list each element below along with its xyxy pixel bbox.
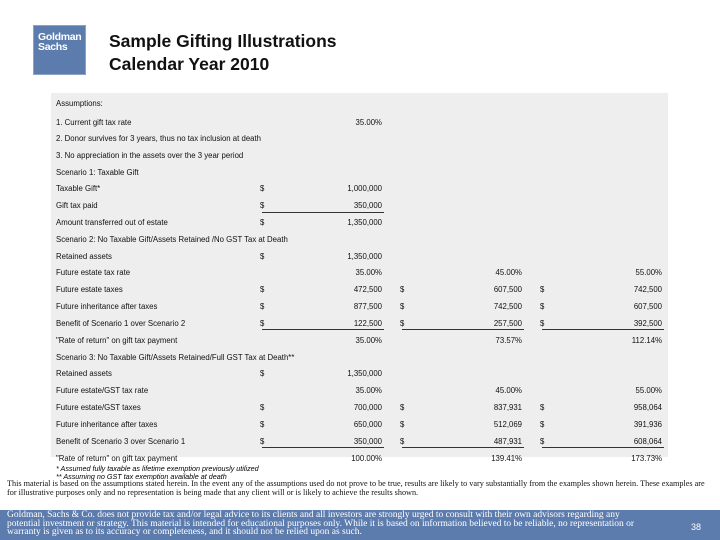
s2-sum-line xyxy=(542,329,664,330)
s2-row-currency: $ xyxy=(260,302,265,311)
s2-row-value: 877,500 xyxy=(353,302,382,311)
s3-row-value: 608,064 xyxy=(633,437,662,446)
s3-retained-label: Retained assets xyxy=(56,369,112,378)
s3-row-currency: $ xyxy=(260,420,265,429)
s3-row-currency: $ xyxy=(400,437,405,446)
s2-row-currency: $ xyxy=(400,285,405,294)
s3-row-value: 391,936 xyxy=(633,420,662,429)
s2-row-label: Benefit of Scenario 1 over Scenario 2 xyxy=(56,319,186,328)
scenario3-heading: Scenario 3: No Taxable Gift/Assets Retained/Full GST Tax at Death** xyxy=(56,353,295,362)
s1-row-label: Amount transferred out of estate xyxy=(56,218,168,227)
s1-sum-line xyxy=(262,212,384,213)
footer-disclaimer: Goldman, Sachs & Co. does not provide tax and/or legal advice to its clients and all investors are strongly urged to consult with their own advisors regarding any potential investment or strategy. This material is intended for educational purposes only. While it is based on information believed to be reliable, no representation or warranty is given as to its accuracy or completeness, and it should not be relied upon as such. xyxy=(7,510,635,538)
s3-row-value: 650,000 xyxy=(353,420,382,429)
s2-ror: 35.00% xyxy=(355,336,382,345)
s3-ror-label: "Rate of return" on gift tax payment xyxy=(56,454,178,463)
s3-sum-line xyxy=(402,447,524,448)
s3-row-currency: $ xyxy=(540,403,545,412)
s3-rate-label: Future estate/GST tax rate xyxy=(56,386,149,395)
s1-row-currency: $ xyxy=(260,184,265,193)
title-line1: Sample Gifting Illustrations xyxy=(109,31,337,51)
s3-row-currency: $ xyxy=(400,420,405,429)
s2-row-currency: $ xyxy=(400,302,405,311)
s2-row-currency: $ xyxy=(400,319,405,328)
page-title xyxy=(109,30,337,76)
s2-retained-value: 1,350,000 xyxy=(347,252,382,261)
s3-row-currency: $ xyxy=(260,437,265,446)
s2-ror-label: "Rate of return" on gift tax payment xyxy=(56,336,178,345)
s2-row-value: 392,500 xyxy=(633,319,662,328)
s1-row-value: 1,350,000 xyxy=(347,218,382,227)
s2-row-value: 742,500 xyxy=(633,285,662,294)
scenario2-heading: Scenario 2: No Taxable Gift/Assets Retained /No GST Tax at Death xyxy=(56,235,288,244)
s1-row-label: Taxable Gift* xyxy=(56,184,101,193)
assumption-2: 2. Donor survives for 3 years, thus no tax inclusion at death xyxy=(56,134,261,143)
s2-rate: 55.00% xyxy=(635,268,662,277)
s2-row-currency: $ xyxy=(540,302,545,311)
s3-row-currency: $ xyxy=(400,403,405,412)
logo-line2: Sachs xyxy=(38,41,68,53)
s2-ror: 73.57% xyxy=(495,336,522,345)
s2-row-currency: $ xyxy=(260,319,265,328)
s3-rate: 55.00% xyxy=(635,386,662,395)
s2-rate: 35.00% xyxy=(355,268,382,277)
footnote-2: ** Assuming no GST tax exemption available at death xyxy=(56,472,227,481)
title-line2: Calendar Year 2010 xyxy=(109,54,270,74)
s2-row-currency: $ xyxy=(540,285,545,294)
s3-rate: 35.00% xyxy=(355,386,382,395)
s2-row-value: 472,500 xyxy=(353,285,382,294)
s2-retained-currency: $ xyxy=(260,252,265,261)
s2-ror: 112.14% xyxy=(631,336,662,345)
s2-row-currency: $ xyxy=(540,319,545,328)
s2-row-value: 607,500 xyxy=(633,302,662,311)
disclaimer: This material is based on the assumptions stated herein. In the event any of the assumptions used do not prove to be true, results are likely to vary substantially from the examples shown herein. These examples are for illustrative purposes only and no representation is being made that any client will or is likely to achieve the results shown. xyxy=(7,479,705,497)
assumption-1-value: 35.00% xyxy=(355,118,382,127)
scenario1-heading: Scenario 1: Taxable Gift xyxy=(56,168,139,177)
s1-row-currency: $ xyxy=(260,201,265,210)
s1-row-currency: $ xyxy=(260,218,265,227)
logo-line1: Goldman xyxy=(38,31,82,43)
s2-row-value: 257,500 xyxy=(493,319,522,328)
s3-row-value: 700,000 xyxy=(353,403,382,412)
s3-row-value: 958,064 xyxy=(633,403,662,412)
s3-row-value: 512,069 xyxy=(493,420,522,429)
s2-rate-label: Future estate tax rate xyxy=(56,268,131,277)
s2-row-label: Future inheritance after taxes xyxy=(56,302,158,311)
s3-row-currency: $ xyxy=(260,403,265,412)
s2-row-value: 742,500 xyxy=(493,302,522,311)
s3-ror: 139.41% xyxy=(491,454,522,463)
s2-row-label: Future estate taxes xyxy=(56,285,123,294)
s3-row-value: 350,000 xyxy=(353,437,382,446)
s2-row-value: 122,500 xyxy=(353,319,382,328)
s3-sum-line xyxy=(262,447,384,448)
s3-rate: 45.00% xyxy=(495,386,522,395)
s2-row-value: 607,500 xyxy=(493,285,522,294)
s3-sum-line xyxy=(542,447,664,448)
assumption-1-label: 1. Current gift tax rate xyxy=(56,118,132,127)
assumption-3: 3. No appreciation in the assets over the 3 year period xyxy=(56,151,244,160)
s3-ror: 100.00% xyxy=(351,454,382,463)
s2-rate: 45.00% xyxy=(495,268,522,277)
goldman-sachs-logo xyxy=(33,25,86,75)
s3-row-label: Future estate/GST taxes xyxy=(56,403,141,412)
s3-row-label: Benefit of Scenario 3 over Scenario 1 xyxy=(56,437,186,446)
s3-ror: 173.73% xyxy=(631,454,662,463)
s1-row-value: 1,000,000 xyxy=(347,184,382,193)
s3-row-currency: $ xyxy=(540,420,545,429)
s2-retained-label: Retained assets xyxy=(56,252,112,261)
s3-retained-currency: $ xyxy=(260,369,265,378)
page-number: 38 xyxy=(691,522,702,532)
s3-row-value: 487,931 xyxy=(493,437,522,446)
s2-sum-line xyxy=(402,329,524,330)
s1-row-label: Gift tax paid xyxy=(56,201,98,210)
s3-row-currency: $ xyxy=(540,437,545,446)
s3-row-value: 837,931 xyxy=(493,403,522,412)
assumptions-heading: Assumptions: xyxy=(56,99,103,108)
s1-row-value: 350,000 xyxy=(353,201,382,210)
s2-sum-line xyxy=(262,329,384,330)
s2-row-currency: $ xyxy=(260,285,265,294)
footnote-1: * Assumed fully taxable as lifetime exemption previously utilized xyxy=(56,464,259,473)
s3-retained-value: 1,350,000 xyxy=(347,369,382,378)
s3-row-label: Future inheritance after taxes xyxy=(56,420,158,429)
